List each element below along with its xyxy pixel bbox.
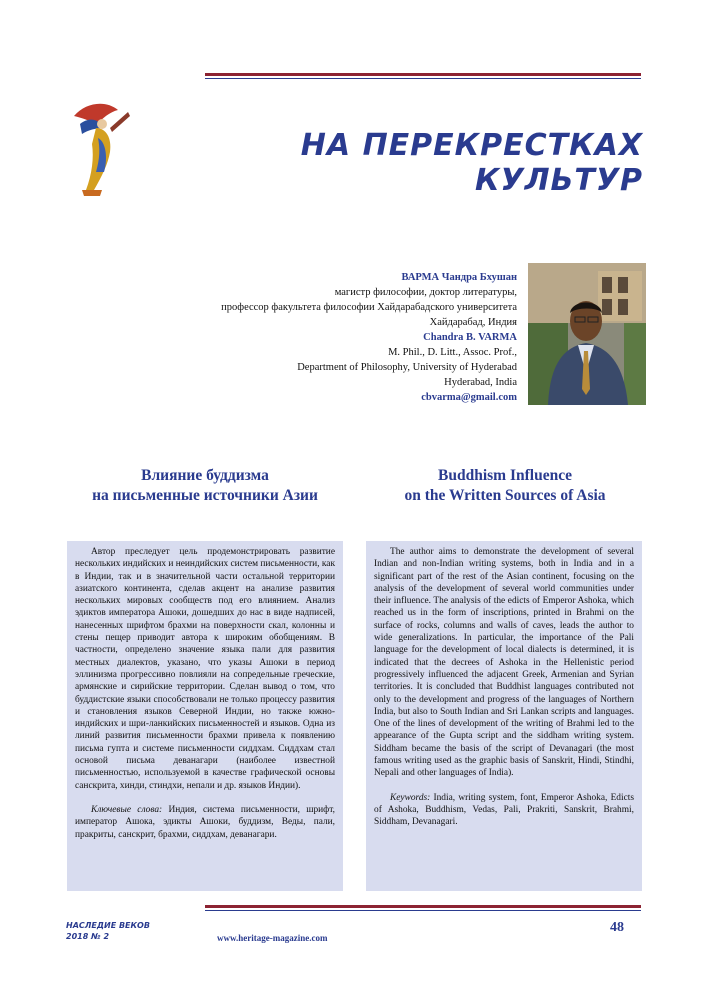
bottom-rule-blue: [205, 910, 641, 911]
abstract-box-en: [366, 541, 642, 891]
magazine-name: НАСЛЕДИЕ ВЕКОВ: [66, 921, 150, 930]
article-title-en: [360, 466, 650, 506]
keywords-en: [374, 792, 634, 829]
keywords-text-en: India, writing system, font, Emperor Ashoka, Edicts of Ashoka, Buddhism, Vedas, Pali, Prakriti, Sanskrit, Brahmi, Siddham, Devanagari.: [374, 792, 635, 828]
angel-illustration-icon: [66, 98, 136, 198]
article-title-ru-line2: на письменные источники Азии: [92, 487, 318, 504]
author-location-en: Hyderabad, India: [444, 377, 517, 388]
website-link[interactable]: www.heritage-magazine.com: [217, 933, 328, 943]
keywords-ru: [75, 804, 335, 841]
author-photo: [528, 263, 646, 405]
article-title-ru-line1: Влияние буддизма: [141, 467, 269, 484]
magazine-issue: 2018 № 2: [66, 932, 110, 941]
author-position-ru: профессор факультета философии Хайдарабадского университета: [221, 302, 517, 313]
top-rule-blue: [205, 78, 641, 79]
author-email-link[interactable]: cbvarma@gmail.com: [421, 392, 517, 403]
author-name-ru: ВАРМА Чандра Бхушан: [401, 272, 517, 283]
author-name-en: Chandra B. VARMA: [423, 332, 517, 343]
author-degree-en: M. Phil., D. Litt., Assoc. Prof.,: [388, 347, 517, 358]
page-number: 48: [610, 920, 624, 935]
article-title-en-line1: Buddhism Influence: [438, 467, 572, 484]
abstract-text-en: The author aims to demonstrate the development of several Indian and non-Indian writing systems, both in India and in a significant part of the rest of the Asian continent, focusing on the analysis of the development of several world communities under their influence. The analysis of the edicts of Emperor Ashoka, which reached us in the form of inscriptions, printed in Brahmi on the surface of rocks, columns and walls of caves, leads the author to wide generalizations. In particular, the importance of the Pali language for the development of local dialects is determined, it is indicated that the decrees of Ashoka in the Hellenistic period progressively influenced the adjacent Greek, Armenian and Syrian territories. It is concluded that Buddhist languages contributed not only to the development and progress of the languages of Northern India, but also to South Indian and Sri Lankan scripts and languages. One of the lines of development of the writing of Brahmi led to the appearance of the Gupta script and the siddham writing system. Siddham became the basis of the script of Devanagari (the most famous writing used as the graphic basis of Sanskrit, Hindi, Stindhi, Nepali and other languages of India).: [374, 547, 634, 779]
keywords-label-en: Keywords:: [390, 792, 431, 803]
article-title-ru: [60, 466, 350, 506]
author-block: [221, 270, 517, 405]
article-title-en-line2: on the Written Sources of Asia: [404, 487, 606, 504]
author-location-ru: Хайдарабад, Индия: [429, 317, 517, 328]
top-rule-red: [205, 73, 641, 76]
keywords-text-ru: Индия, система письменности, шрифт, император Ашока, эдикты Ашоки, буддизм, Веды, пали, пракриты, санскрит, брахми, сиддхам, деванагари.: [75, 804, 335, 840]
abstract-text-ru: Автор преследует цель продемонстрировать развитие нескольких индийских и неиндийских систем письменности, как в Индии, так и в значительной части остальной территории азиатского континента, сделав акцент на анализе развития нескольких мировых сообществ под его влиянием. Анализ эдиктов императора Ашоки, дошедших до нас в виде надписей, нанесенных шрифтом брахми на поверхности скал, колонны и стены пещер приводит автора к широким обобщениям. В частности, определено значение языка пали для развития местных диалектов, указано, что указы Ашоки в период эллинизма прогрессивно повлияли на сопредельные греческие, армянские и сирийские территории. Сделан вывод о том, что буддистские языки способствовали не только процессу развития и становления языков Северной Индии, но также южно-индийских и шри-ланкийских письменностей и языков. Одна из линий развития письменности брахми привела к появлению письма гупта и системе письменности сиддхам. Сиддхам стал основой письма деванагари (наиболее известной письменностью, используемой в качестве графической основы санскрита, хинди, стиндхи, непали и др. языков Индии).: [75, 547, 336, 791]
section-title: НА ПЕРЕКРЕСТКАХ КУЛЬТУР: [300, 128, 643, 198]
author-degree-ru: магистр философии, доктор литературы,: [334, 287, 517, 298]
magazine-logo: [66, 920, 150, 942]
bottom-rule-red: [205, 905, 641, 908]
abstract-box-ru: [67, 541, 343, 891]
keywords-label-ru: Ключевые слова:: [91, 804, 163, 815]
author-position-en: Department of Philosophy, University of Hyderabad: [297, 362, 517, 373]
